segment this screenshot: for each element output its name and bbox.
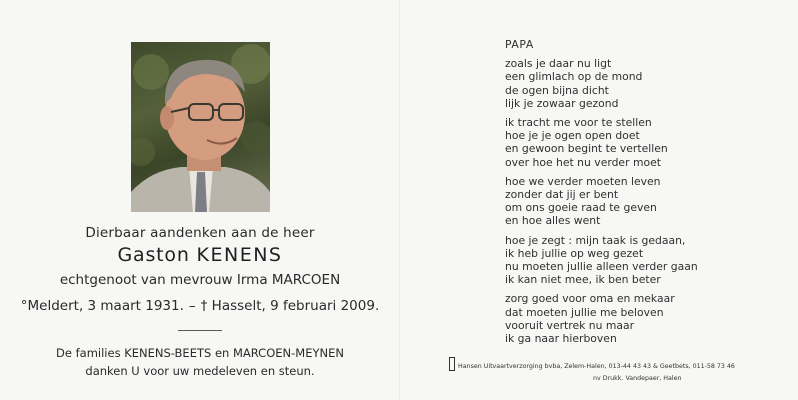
poem-line: en gewoon begint te vertellen <box>505 142 668 156</box>
poem-line: ik kan niet mee, ik ben beter <box>505 273 661 287</box>
birth-death-dates <box>0 298 400 314</box>
funeral-home-logo-icon <box>449 357 455 371</box>
last-name: KENENS <box>196 244 283 266</box>
poem-line: ik heb jullie op weg gezet <box>505 246 644 260</box>
death-date: † Hasselt, 9 februari 2009. <box>200 298 380 314</box>
poem-stanza <box>505 116 698 169</box>
first-name: Gaston <box>117 244 190 266</box>
deceased-name <box>0 244 400 266</box>
intro-text: Dierbaar aandenken aan de heer <box>85 225 315 241</box>
poem-line: lijk je zowaar gezond <box>505 96 619 110</box>
poem-line: hoe we verder moeten leven <box>505 174 661 188</box>
printer-line-1: Hansen Uitvaartverzorging bvba, Zelem-Halen, 013-44 43 43 & Geetbets, 011-58 73 46 <box>458 363 735 370</box>
poem-line: hoe je je ogen open doet <box>505 129 640 143</box>
poem-line: en hoe alles went <box>505 214 601 228</box>
poem-line: nu moeten jullie alleen verder gaan <box>505 260 698 274</box>
poem-line: ik tracht me voor te stellen <box>505 116 652 130</box>
printer-line-2: nv Drukk. Vandepaer, Halen <box>593 375 682 382</box>
poem-line: ik ga naar hierboven <box>505 332 617 346</box>
poem <box>505 38 698 351</box>
poem-title: PAPA <box>505 38 534 51</box>
poem-line: om ons goeie raad te geven <box>505 201 657 215</box>
portrait-drawing <box>131 42 270 212</box>
thanks-text: danken U voor uw medeleven en steun. <box>85 364 315 378</box>
families-text: De families KENENS-BEETS en MARCOEN-MEYNEN <box>56 346 344 360</box>
spouse-text: echtgenoot van mevrouw Irma MARCOEN <box>59 272 341 288</box>
poem-line: de ogen bijna dicht <box>505 83 609 97</box>
birth-date: °Meldert, 3 maart 1931. <box>20 298 184 314</box>
poem-line: over hoe het nu verder moet <box>505 155 661 169</box>
poem-line: zonder dat jij er bent <box>505 188 619 202</box>
poem-line: een glimlach op de mond <box>505 70 643 84</box>
poem-stanza <box>505 234 698 287</box>
divider-line <box>178 330 222 331</box>
poem-stanza <box>505 57 698 110</box>
card-fold <box>399 0 401 400</box>
poem-line: vooruit vertrek nu maar <box>505 318 635 332</box>
poem-line: hoe je zegt : mijn taak is gedaan, <box>505 233 686 247</box>
poem-line: zoals je daar nu ligt <box>505 57 612 71</box>
poem-line: dat moeten jullie me beloven <box>505 305 664 319</box>
poem-line: zorg goed voor oma en mekaar <box>505 292 675 306</box>
portrait-photo <box>131 42 270 212</box>
poem-stanza <box>505 175 698 228</box>
poem-stanza <box>505 292 698 345</box>
date-separator: – <box>188 298 196 314</box>
